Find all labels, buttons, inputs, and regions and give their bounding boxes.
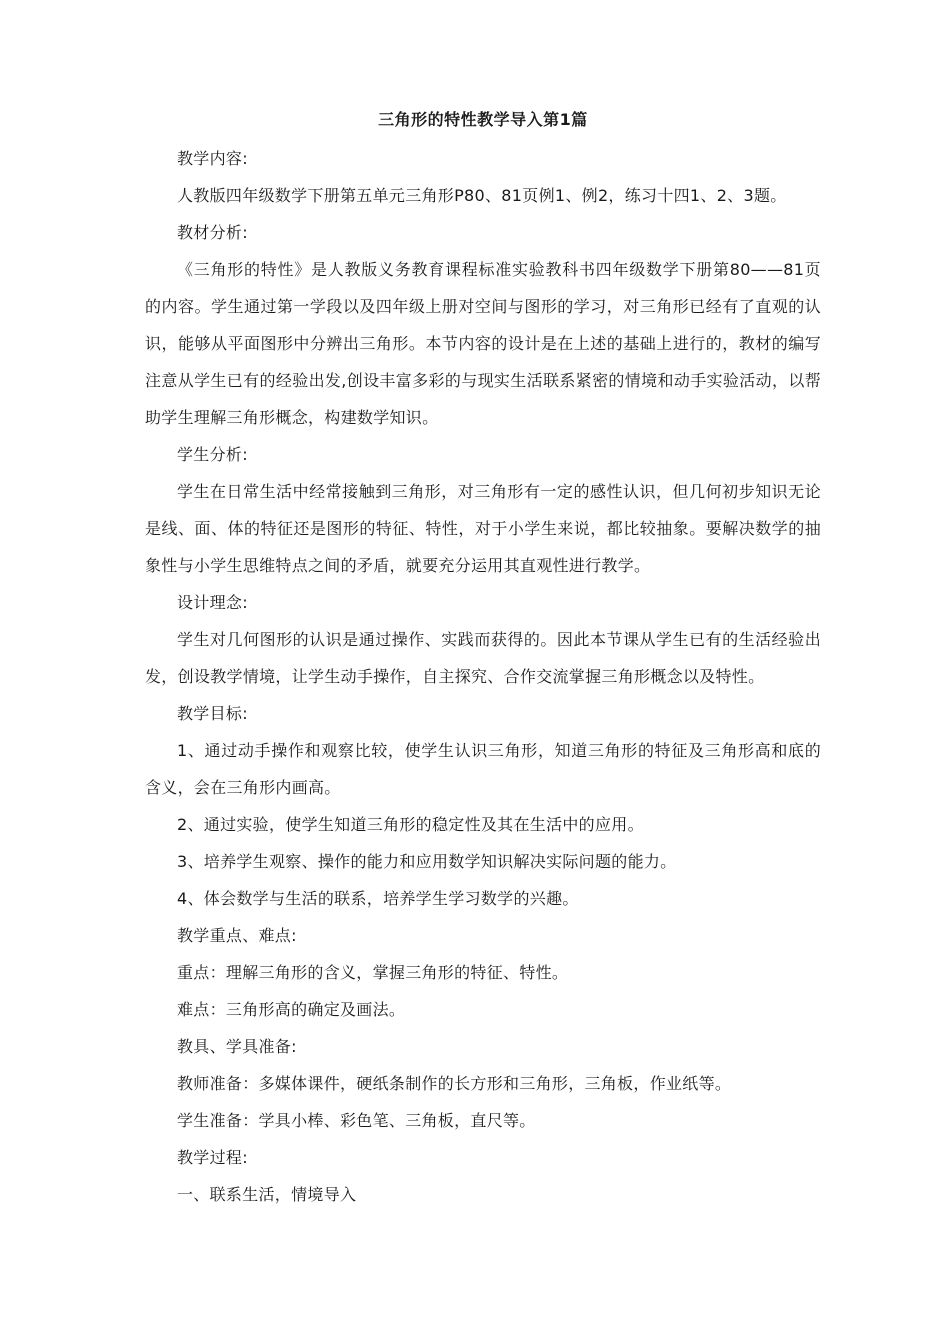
document-title: 三角形的特性教学导入第1篇 (378, 110, 588, 129)
document-body (145, 102, 821, 1213)
paragraph-students: 学生在日常生活中经常接触到三角形，对三角形有一定的感性认识，但几何初步知识无论是线、面、体的特征还是图形的特征、特性，对于小学生来说，都比较抽象。要解决数学的抽象性与小学生思维特点之间的矛盾，就要充分运用其直观性进行教学。 (145, 482, 821, 575)
paragraph-content: 人教版四年级数学下册第五单元三角形P80、81页例1、例2，练习十四1、2、3题。 (177, 186, 787, 205)
section-heading-key-points: 教学重点、难点: (177, 926, 297, 945)
section-heading-concept: 设计理念: (177, 593, 248, 612)
goal-item-1: 1、通过动手操作和观察比较，使学生认识三角形，知道三角形的特征及三角形高和底的含义，会在三角形内画高。 (145, 741, 821, 797)
section-heading-materials-prep: 教具、学具准备: (177, 1037, 297, 1056)
difficult-point: 难点：三角形高的确定及画法。 (177, 1000, 406, 1019)
paragraph-concept: 学生对几何图形的认识是通过操作、实践而获得的。因此本节课从学生已有的生活经验出发，创设教学情境，让学生动手操作，自主探究、合作交流掌握三角形概念以及特性。 (145, 630, 821, 686)
student-prep: 学生准备：学具小棒、彩色笔、三角板，直尺等。 (177, 1111, 536, 1130)
key-point: 重点：理解三角形的含义，掌握三角形的特征、特性。 (177, 963, 569, 982)
section-heading-content: 教学内容: (177, 149, 248, 168)
section-heading-students: 学生分析: (177, 445, 248, 464)
goal-item-2: 2、通过实验，使学生知道三角形的稳定性及其在生活中的应用。 (177, 815, 644, 834)
process-step-1: 一、联系生活，情境导入 (177, 1185, 357, 1204)
section-heading-goals: 教学目标: (177, 704, 248, 723)
paragraph-material: 《三角形的特性》是人教版义务教育课程标准实验教科书四年级数学下册第80——81页的内容。学生通过第一学段以及四年级上册对空间与图形的学习，对三角形已经有了直观的认识，能够从平面图形中分辨出三角形。本节内容的设计是在上述的基础上进行的，教材的编写注意从学生已有的经验出发,创设丰富多彩的与现实生活联系紧密的情境和动手实验活动，以帮助学生理解三角形概念，构建数学知识。 (145, 260, 821, 427)
teacher-prep: 教师准备：多媒体课件，硬纸条制作的长方形和三角形，三角板，作业纸等。 (177, 1074, 732, 1093)
goal-item-4: 4、体会数学与生活的联系，培养学生学习数学的兴趣。 (177, 889, 579, 908)
section-heading-process: 教学过程: (177, 1148, 248, 1167)
goal-item-3: 3、培养学生观察、操作的能力和应用数学知识解决实际问题的能力。 (177, 852, 677, 871)
section-heading-material: 教材分析: (177, 223, 248, 242)
